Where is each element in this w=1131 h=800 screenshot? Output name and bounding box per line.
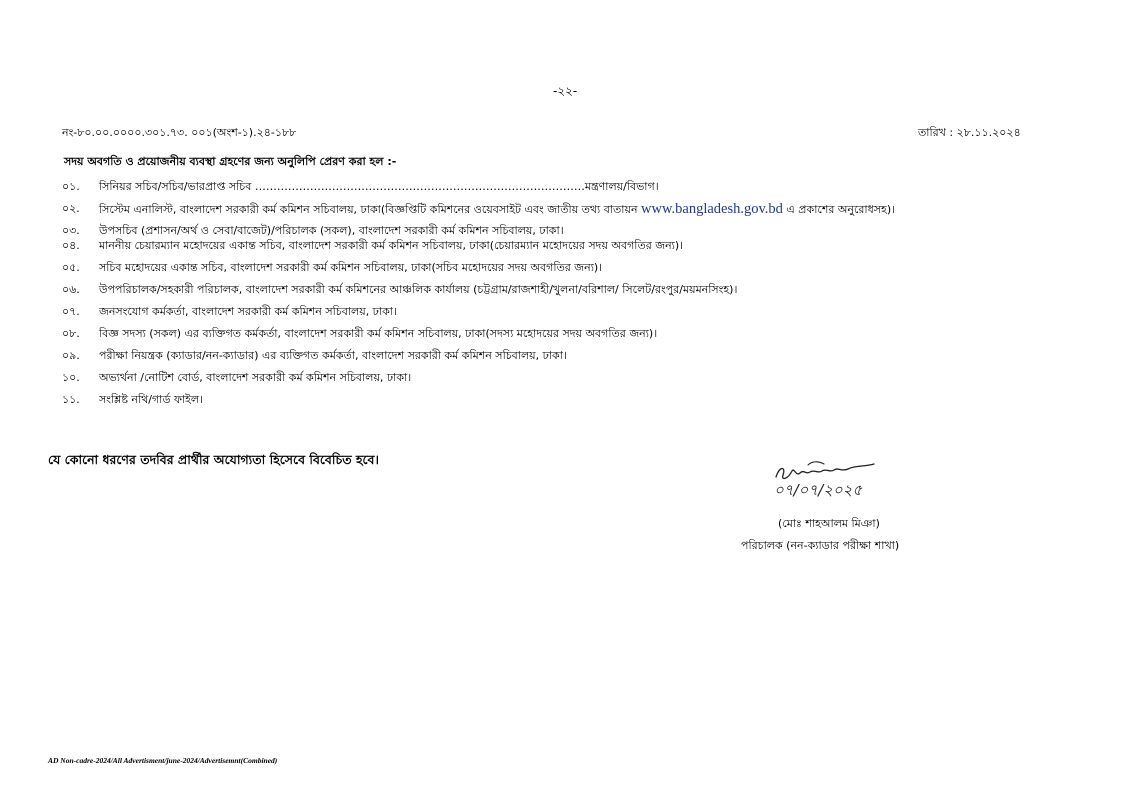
website-link[interactable]: www.bangladesh.gov.bd xyxy=(641,201,783,217)
page-number: -২২- xyxy=(553,84,578,98)
list-item-number: ০৮. xyxy=(62,327,80,340)
list-item-number: ০৪. xyxy=(62,239,80,252)
list-item-number: ১১. xyxy=(62,393,80,406)
distribution-intro: সদয় অবগতি ও প্রয়োজনীয় ব্যবস্থা গ্রহণের জন্য অনুলিপি প্রেরণ করা হল :- xyxy=(64,155,397,168)
list-item-number: ০১. xyxy=(62,180,80,193)
list-item-text: উপপরিচালক/সহকারী পরিচালক, বাংলাদেশ সরকারী কর্ম কমিশনের আঞ্চলিক কার্যালয় (চট্টগ্রাম/রাজশাহী/খুলনা/বরিশাল/ সিলেট/রংপুর/ময়মনসিংহ)। xyxy=(99,283,738,296)
list-item-text: সচিব মহোদয়ের একান্ত সচিব, বাংলাদেশ সরকারী কর্ম কমিশন সচিবালয়, ঢাকা(সচিব মহোদয়ের সদয় অবগতির জন্য)। xyxy=(99,261,603,274)
signature-date: ০৭/০৭/২০২৫ xyxy=(774,481,863,499)
list-item-number: ০৩. xyxy=(62,224,80,237)
list-item-text-before: সিস্টেম এনালিস্ট, বাংলাদেশ সরকারী কর্ম কমিশন সচিবালয়, ঢাকা(বিজ্ঞপ্তিটি কমিশনের ওয়েবসাইট এবং জাতীয় তথ্য বাতায়ন xyxy=(99,203,642,216)
list-item-number: ০৭. xyxy=(62,305,80,318)
list-item-text: বিজ্ঞ সদস্য (সকল) এর ব্যক্তিগত কর্মকর্তা, বাংলাদেশ সরকারী কর্ম কমিশন সচিবালয়, ঢাকা(সদস্য মহোদয়ের সদয় অবগতির জন্য)। xyxy=(99,327,658,340)
list-item-text-after: এ প্রকাশের অনুরোধসহ)। xyxy=(782,203,896,216)
list-item-number: ০৬. xyxy=(62,283,80,296)
handwritten-signature xyxy=(768,455,898,505)
list-item-number: ০৯. xyxy=(62,349,80,362)
list-item-text: সিনিয়র সচিব/সচিব/ভারপ্রাপ্ত সচিব ………………………………………………………………………………মন্ত্রণালয়/বিভাগ। xyxy=(99,180,659,193)
list-item-text: জনসংযোগ কর্মকর্তা, বাংলাদেশ সরকারী কর্ম কমিশন সচিবালয়, ঢাকা। xyxy=(99,305,397,318)
disqualification-warning: যে কোনো ধরণের তদবির প্রার্থীর অযোগ্যতা হিসেবে বিবেচিত হবে। xyxy=(48,452,379,467)
list-item-text: উপসচিব (প্রশাসন/অর্থ ও সেবা/বাজেট)/পরিচালক (সকল), বাংলাদেশ সরকারী কর্ম কমিশন সচিবালয়, ঢাকা। xyxy=(99,224,564,237)
file-path-footer: AD Non-cadre-2024/All Advertisment/june-2024/Advertisemnt(Combined) xyxy=(48,756,278,765)
signatory-title: পরিচালক (নন-ক্যাডার পরীক্ষা শাখা) xyxy=(741,539,900,552)
signatory-name: (মোঃ শাহআলম মিঞা) xyxy=(778,517,880,530)
list-item-number: ০৫. xyxy=(62,261,80,274)
memo-date: তারিখ : ২৮.১১.২০২৪ xyxy=(918,126,1021,139)
list-item-text: পরীক্ষা নিয়ন্ত্রক (ক্যাডার/নন-ক্যাডার) এর ব্যক্তিগত কর্মকর্তা, বাংলাদেশ সরকারী কর্ম কমিশন সচিবালয়, ঢাকা। xyxy=(99,349,567,362)
list-item-text: মাননীয় চেয়ারম্যান মহোদয়ের একান্ত সচিব, বাংলাদেশ সরকারী কর্ম কমিশন সচিবালয়, ঢাকা(চেয়ারম্যান মহোদয়ের সদয় অবগতির জন্য)। xyxy=(99,239,684,252)
memo-number: নং-৮০.০০.০০০০.৩০১.৭৩. ০০১(অংশ-১).২৪-১৮৮ xyxy=(62,126,297,139)
list-item-text: অভ্যর্থনা /নোটিশ বোর্ড, বাংলাদেশ সরকারী কর্ম কমিশন সচিবালয়, ঢাকা। xyxy=(99,371,412,384)
list-item-text: সংশ্লিষ্ট নথি/গার্ড ফাইল। xyxy=(99,393,204,406)
list-item-text xyxy=(99,201,895,218)
list-item-number: ০২. xyxy=(62,202,80,215)
list-item-number: ১০. xyxy=(62,371,80,384)
